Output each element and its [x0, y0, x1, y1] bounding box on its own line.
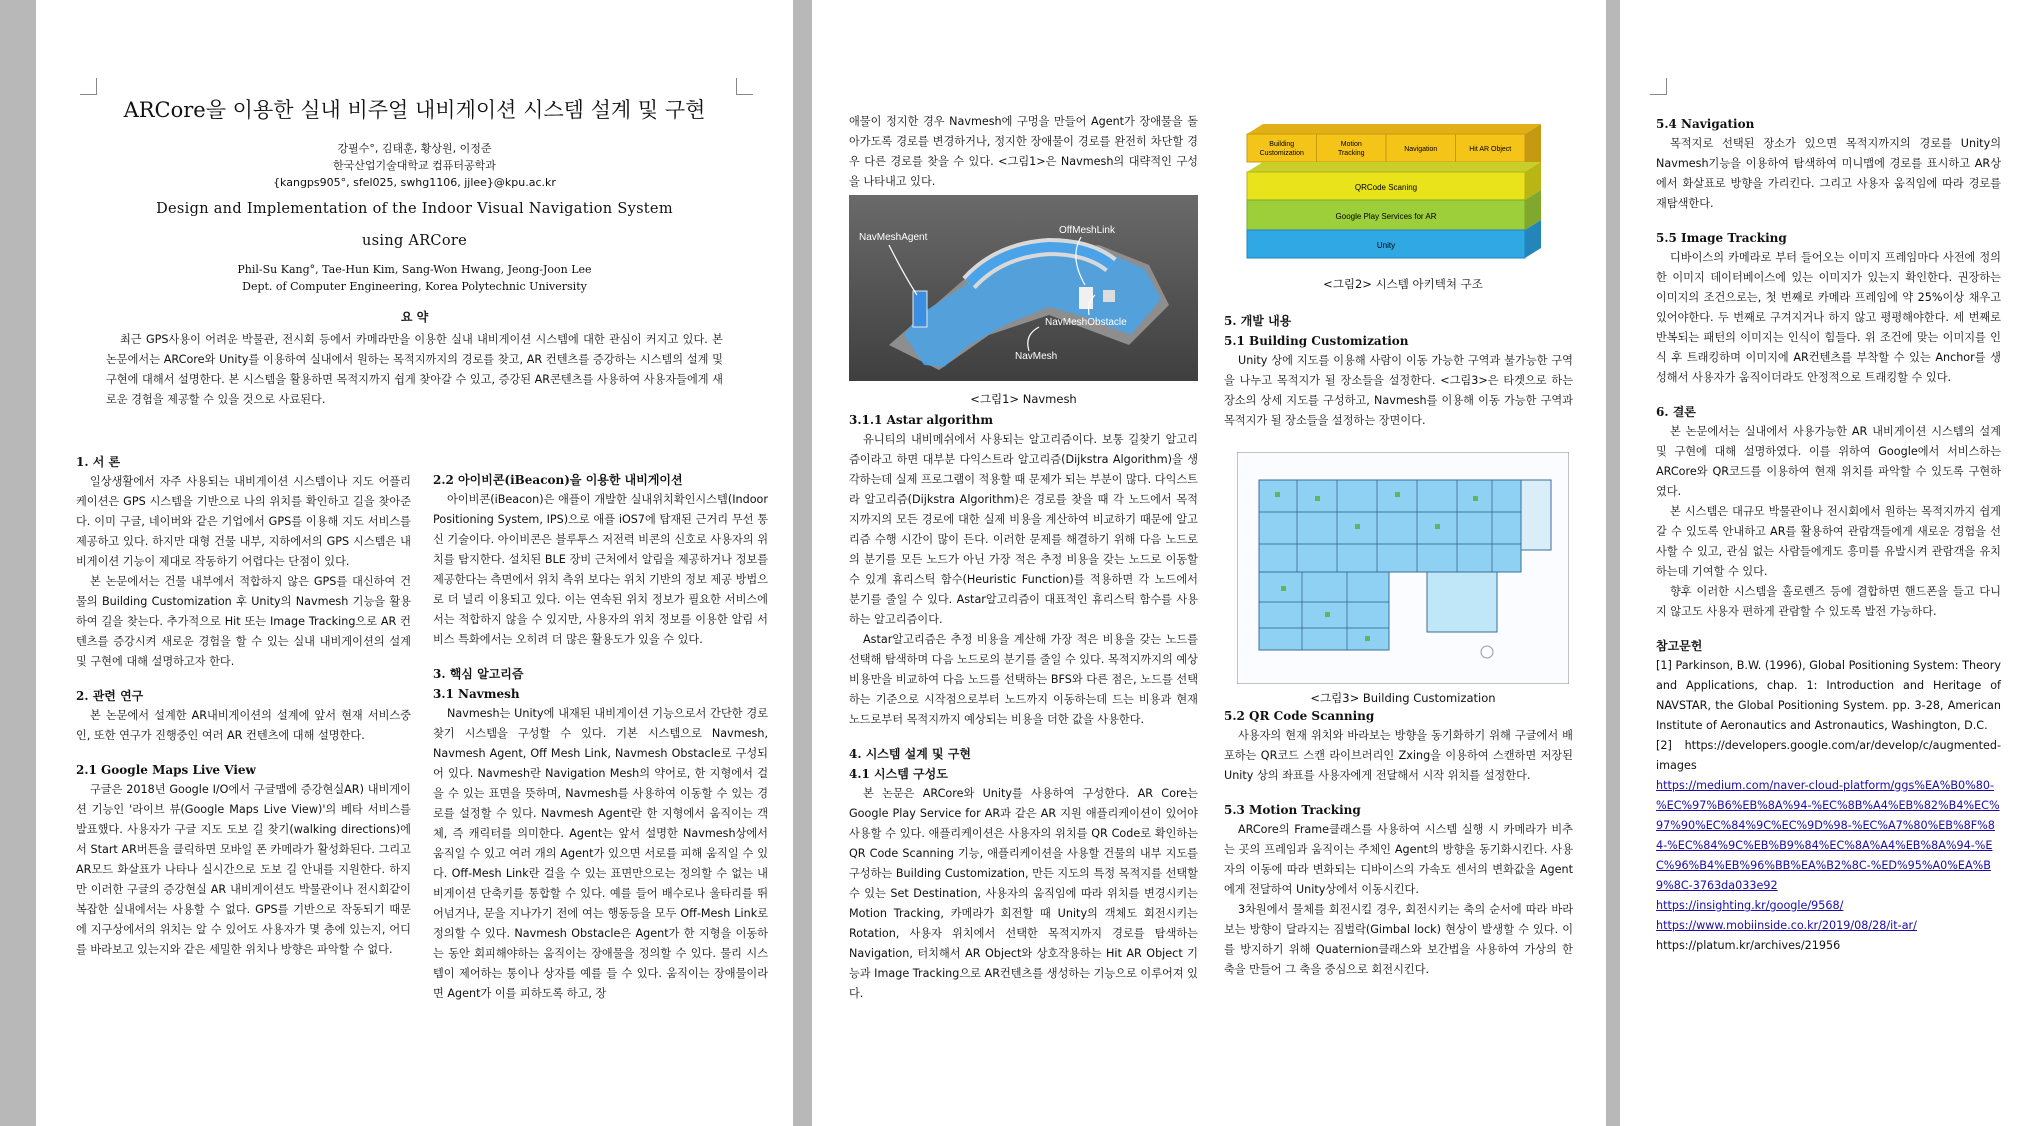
abstract-heading: 요 약: [400, 310, 429, 324]
affiliation-ko: 한국산업기술대학교 컴퓨터공학과: [333, 159, 496, 172]
abstract-text: 최근 GPS사용이 어려운 박물관, 전시회 등에서 카메라만을 이용한 실내 내비게이션 시스템에 대한 관심이 커지고 있다. 본 논문에서는 ARCore와 Unity를 이용하여 실내에서 원하는 목적지까지의 경로를 찾고, AR 컨텐츠를 증강하는 시스템의 설계 및 구현에 대해서 설명한다. 본 시스템을 활용하면 목적지까지 쉽게 찾아갈 수 있고, 증강된 AR콘텐츠를 사용하여 사용자들에게 새로운 경험을 제공할 수 있을 것으로 사료된다.: [106, 333, 723, 406]
paragraph: ARCore의 Frame클래스를 사용하여 시스템 실행 시 카메라가 비추는 곳의 프레임과 움직이는 주체인 Agent의 방향을 동기화시킨다. 사용자의 이동에 따라 변화되는 디바이스의 가속도 센서의 변화값을 Agent에게 전달하여 Unity상에서 이동시킨다.: [1224, 823, 1573, 896]
label-navmeshobstacle: NavMeshObstacle: [1045, 317, 1127, 328]
section-heading: 2.1 Google Maps Live View: [76, 763, 256, 777]
navmesh-illustration: [849, 195, 1198, 381]
paragraph: 애물이 정지한 경우 Navmesh에 구멍을 만들어 Agent가 장애물을 돌아가도록 경로를 변경하거나, 정지한 장애물이 경로를 완전히 차단할 경우 다른 경로를 찾을 수 있다. <그림1>은 Navmesh의 대략적인 구성을 나타내고 있다.: [849, 115, 1198, 188]
page2-right-bottom: [1224, 706, 1573, 980]
section-gap: [1656, 622, 2001, 636]
section-heading: 5.1 Building Customization: [1224, 334, 1409, 348]
arch-top-label: Motion Tracking: [1337, 141, 1365, 157]
section-heading: 6. 결론: [1656, 405, 1696, 419]
section-gap: [76, 672, 411, 686]
paragraph: Navmesh는 Unity에 내재된 내비게이션 기능으로서 간단한 경로 찾기 시스템을 구성할 수 있다. 기본 시스템으로 Navmesh, Navmesh Agent, Off Mesh Link, Navmesh Obstacle로 구성되어 있다. Navmesh란 Navigation Mesh의 약어로, 한 지형에서 걸을 수 있는 표면을 뜻하며, Navmesh를 사용하여 이동할 수 있는 경로를 설정할 수 있다. Navmesh Agent란 한 지형에서 움직이는 객체, 즉 캐릭터를 의미한다. Agent는 앞서 설명한 Navmesh상에서 움직일 수 있고 여러 개의 Agent가 있으면 서로를 피해 움직일 수 있다. Off-Mesh Link란 걸을 수 있는 표면만으로는 정의할 수 없는 내비게이션 단축키를 통합할 수 있다. 예를 들어 배수로나 울타리를 뛰어넘거나, 문을 지나가기 전에 여는 행동등을 모두 Off-Mesh Link로 정의할 수 있다. Navmesh Obstacle은 Agent가 한 지형을 이동하는 동안 회피해야하는 움직이는 장애물을 정의할 수 있다. 물리 시스템이 제어하는 통이나 상자를 예를 들 수 있다. 움직이는 장애물이라면 Agent가 이를 피하도록 하고, 장: [433, 707, 768, 1000]
section-gap: [1224, 786, 1573, 800]
reference-link[interactable]: https://www.mobiinside.co.kr/2019/08/28/it-ar/: [1656, 919, 1917, 932]
reference-item: [1] Parkinson, B.W. (1996), Global Positioning System: Theory and Applications, chap. 1: Introduction and Heritage of NAVSTAR, the Global Positioning System. pp. 3-28, American Institute of Aeronautics and Astronautics, Washington, D.C.: [1656, 659, 2001, 732]
page2-left-top: [849, 112, 1198, 192]
section-heading: 1. 서 론: [76, 455, 121, 469]
section-heading: 3.1 Navmesh: [433, 687, 520, 701]
section-heading: 3.1.1 Astar algorithm: [849, 413, 994, 427]
section-heading: 4.1 시스템 구성도: [849, 767, 948, 781]
section-gap: [849, 730, 1198, 744]
figure3-caption: <그림3> Building Customization: [1310, 691, 1496, 705]
figure-building: [1237, 452, 1569, 706]
page1-left-column: [76, 452, 411, 960]
arch-top-box: [1247, 134, 1317, 162]
section-heading: 5.5 Image Tracking: [1656, 231, 1787, 245]
paragraph: 구글은 2018년 Google I/O에서 구글맵에 증강현실AR) 내비게이션 기능인 '라이브 뷰(Google Maps Live View)'의 베타 서비스를 발표했다. 사용자가 구글 지도 도보 길 찾기(walking directions)에서 Start AR버튼을 클릭하면 모바일 폰 카메라가 활성화된다. 그리고 AR모드 화살표가 나타나 실시간으로 도보 길 안내를 지원한다. 하지만 이러한 구글의 증강현실 AR 내비게이션도 박물관이나 전시회같이 복잡한 실내에서는 사용할 수 없다. GPS를 기반으로 작동되기 때문에 지구상에서의 위치는 알 수 있어도 사용자가 몇 층에 있는지, 어디를 바라보고 있는지와 같은 세밀한 위치나 방향은 파악할 수 없다.: [76, 783, 411, 956]
figure1-caption: <그림1> Navmesh: [970, 392, 1077, 406]
crop-mark: [1650, 78, 1667, 95]
page2-left-bottom: [849, 410, 1198, 1004]
paragraph: 사용자의 현재 위치와 바라보는 방향을 동기화하기 위해 구글에서 배포하는 QR코드 스캔 라이브러리인 Zxing을 이용하여 스캔하면 저장된 Unity 상의 좌표를 사용자에게 전달해서 시작 위치를 설정한다.: [1224, 729, 1573, 782]
paragraph: 향후 이러한 시스템을 홀로렌즈 등에 결합하면 핸드폰을 들고 다니지 않고도 사용자 편하게 관람할 수 있도록 발전 가능하다.: [1656, 585, 2001, 618]
label-navmeshagent: NavMeshAgent: [859, 232, 928, 243]
section-heading: 참고문헌: [1656, 639, 1703, 653]
section-gap: [1656, 388, 2001, 402]
section-heading: 4. 시스템 설계 및 구현: [849, 747, 971, 761]
paragraph: 본 논문에서는 실내에서 사용가능한 AR 내비게이션 시스템의 설계 및 구현에 대해 설명하였다. 이를 위하여 Google에서 서비스하는 ARCore와 QR코드를 이용하여 현재 위치를 파악할 수 있도록 구현하였다.: [1656, 425, 2001, 498]
reference-item: https://platum.kr/archives/21956: [1656, 939, 1841, 952]
reference-link[interactable]: https://insighting.kr/google/9568/: [1656, 899, 1844, 912]
crop-mark: [736, 78, 753, 95]
page-3: [1620, 0, 2042, 1126]
page-2: [812, 0, 1606, 1126]
paragraph: 본 논문에서는 건물 내부에서 적합하지 않은 GPS를 대신하여 건물의 Building Customization 후 Unity의 Navmesh 기능을 활용하여 길을 찾는다. 추가적으로 Hit 또는 Image Tracking으로 AR 컨텐츠를 증강시켜 새로운 경험을 할 수 있는 실내 내비게이션의 설계 및 구현에 대해 설명하고자 한다.: [76, 575, 411, 668]
section-heading: 5.2 QR Code Scanning: [1224, 709, 1375, 723]
arch-top-label: Hit AR Object: [1469, 146, 1512, 153]
architecture-diagram: [1237, 120, 1569, 290]
layer-qrcode: QRCode Scaning: [1354, 183, 1418, 192]
section-heading: 5.3 Motion Tracking: [1224, 803, 1361, 817]
paragraph: 아이비콘(iBeacon)은 애플이 개발한 실내위치확인시스템(Indoor Positioning System, IPS)으로 애플 iOS7에 탑재된 근거리 무선 통신 기술이다. 아이비콘은 블루투스 저전력 비콘의 신호로 사용자의 위치를 탐지한다. 설치된 BLE 장비 근처에서 알림을 제공하거나 정보를 제공한다는 측면에서 위치 측위 보다는 위치 기반의 정보 제공 방법으로 더 널리 이용되고 있다. 이는 연속된 위치 정보가 필요한 서비스에서는 적합하지 않을 수 있지만, 사용자의 위치 정보를 이용한 알림 서비스 특화에서는 오히려 더 많은 활용도가 있을 수 있다.: [433, 493, 768, 646]
section-gap: [433, 650, 768, 664]
paper-title-ko: ARCore을 이용한 실내 비주얼 내비게이션 시스템 설계 및 구현: [123, 98, 706, 122]
section-gap: [76, 746, 411, 760]
paragraph: 목적지로 선택된 장소가 있으면 목적지까지의 경로를 Unity의 Navmesh기능을 이용하여 탐색하여 미니맵에 경로를 표시하고 AR상에서 화살표로 방향을 가리킨다. 그리고 사용자 움직임에 따라 경로를 재탐색한다.: [1656, 137, 2001, 210]
paragraph: 본 시스템은 대규모 박물관이나 전시회에서 원하는 목적지까지 쉽게 갈 수 있도록 안내하고 AR를 활용하여 관람객들에게 새로운 경험을 선사할 수 있고, 관심 없는 사람들에게도 흥미를 유발시켜 관람객을 유치하는데 기여할 수 있다.: [1656, 505, 2001, 578]
crop-mark: [80, 78, 97, 95]
section-heading: 5. 개발 내용: [1224, 314, 1292, 328]
arch-top-label: Navigation: [1404, 146, 1438, 153]
affiliation-en: Dept. of Computer Engineering, Korea Polytechnic University: [242, 280, 587, 293]
section-gap: [1656, 214, 2001, 228]
label-offmeshlink: OffMeshLink: [1059, 225, 1115, 236]
paragraph: 유니티의 내비메쉬에서 사용되는 알고리즘이다. 보통 길찾기 알고리즘이라고 하면 대부분 다익스트라 알고리즘(Dijkstra Algorithm)을 생각하는데 실제 프로그램이 적용할 때 문제가 되는 부분이 많다. 다익스트라 알고리즘(Dijkstra Algorithm)은 경로를 찾을 때 각 노드에서 목적지까지의 모든 경로에 대한 실제 비용을 계산하여 비교하기 때문에 알고리즘 수행 시간이 많이 든다. 이러한 문제를 해결하기 위해 다음 노드로의 분기를 모든 노드가 아닌 가장 적은 추정 비용을 갖는 노드로 이동할 수 있게 휴리스틱 함수(Heuristic Function)를 적용하면 각 노드에서 분기를 줄일 수 있다. Astar알고리즘이 대표적인 휴리스틱 함수를 사용하는 알고리즘이다.: [849, 433, 1198, 626]
page2-right-mid: [1224, 311, 1573, 431]
arch-top-box: [1317, 134, 1387, 162]
figure-navmesh: [849, 195, 1198, 407]
reference-link[interactable]: https://medium.com/naver-cloud-platform/ggs%EA%B0%80-%EC%97%B6%EB%8A%94-%EC%8B%A4%EB%82%B4%EC%97%90%EC%84%9C%EC%9D%98-%EC%A7%80%EB%8F%84-%EC%84%9C%EB%B9%84%EC%8A%A4%EB%8A%94-%EC%96%B4%EB%96%BB%EA%B2%8C-%ED%95%A0%EA%B9%8C-3763da033e92: [1656, 779, 2000, 892]
layer-google-play: Google Play Services for AR: [1335, 212, 1437, 221]
paragraph: 본 논문에서 설계한 AR내비게이션의 설계에 앞서 현재 서비스중인, 또한 연구가 진행중인 여러 AR 컨텐츠에 대해 설명한다.: [76, 709, 411, 742]
page3-column: [1656, 114, 2001, 956]
section-heading: 5.4 Navigation: [1656, 117, 1755, 131]
paragraph: Astar알고리즘은 추정 비용을 계산해 가장 적은 비용을 갖는 노드를 선택해 탐색하며 다음 노드로의 분기를 줄일 수 있다. 목적지까지의 예상 비용만을 비교하여 다음 노드를 선택하는 BFS와 다른 점은, 노드를 선택하는 기준으로 시작점으로부터 노드까지 이동하는데 드는 비용과 현재 노드로부터 목적지까지 예상되는 비용을 더한 값을 사용한다.: [849, 633, 1198, 726]
arch-top-label: Building Customization: [1259, 141, 1304, 157]
author-emails: {kangps905°, sfel025, swhg1106, jjlee}@kpu.ac.kr: [273, 176, 556, 189]
paragraph: 디바이스의 카메라로 부터 들어오는 이미지 프레임마다 사전에 정의한 이미지 데이터베이스에 있는 이미지가 있는지 확인한다. 권장하는 이미지의 조건으로는, 첫 번째로 카메라 프레임에 약 25%이상 채우고 있어야한다. 두 번째로 구겨지거나 하지 않고 평평해야한다. 세 번째로 반복되는 패턴의 이미지는 인식이 힘들다. 위 조건에 맞는 이미지를 인식 후 트래킹하며 이미지에 AR컨텐츠를 부착할 수 있는 Anchor를 생성해서 사용자가 움직이더라도 안정적으로 트래킹할 수 있다.: [1656, 251, 2001, 384]
figure2-caption: <그림2> 시스템 아키텍쳐 구조: [1323, 277, 1483, 291]
section-heading: 2.2 아이비콘(iBeacon)을 이용한 내비게이션: [433, 473, 683, 487]
paragraph: 본 논문은 ARCore와 Unity를 사용하여 구성한다. AR Core는 Google Play Service for AR과 같은 AR 지원 애플리케이션이 있어야 사용할 수 있다. 애플리케이션은 사용자의 위치를 QR Code로 확인하는 QR Code Scanning 기능, 애플리케이션을 사용할 건물의 내부 지도를 구성하는 Building Customization, 만든 지도의 특정 목적지를 선택할 수 있는 Set Destination, 사용자의 움직임에 따라 위치를 변경시키는 Motion Tracking, 카메라가 회전할 때 Unity의 객체도 회전시키는 Rotation, 사용자 위치에서 선택한 목적지까지 경로를 탐색하는 Navigation, 터치해서 AR Object와 상호작용하는 Hit AR Object 기능과 Image Tracking으로 AR컨텐츠를 생성하는 기능으로 이루어져 있다.: [849, 787, 1198, 1000]
figure-architecture: [1237, 120, 1569, 292]
paragraph: 일상생활에서 자주 사용되는 내비게이션 시스템이나 지도 어플리케이션은 GPS 시스템을 기반으로 나의 위치를 확인하고 길을 찾아준다. 이미 구글, 네이버와 같은 기업에서 GPS를 이용해 지도 서비스를 제공하고 있다. 하지만 대형 건물 내부, 지하에서의 GPS 시스템은 내비게이션 기능이 제대로 작동하기 어렵다는 단점이 있다.: [76, 475, 411, 568]
authors-ko: 강필수°, 김태훈, 황상원, 이정준: [337, 142, 492, 155]
reference-item: [2] https://developers.google.com/ar/develop/c/augmented-images: [1656, 739, 2001, 772]
paragraph: Unity 상에 지도를 이용해 사람이 이동 가능한 구역과 불가능한 구역을 나누고 목적지가 될 장소들을 설정한다. <그림3>은 타겟으로 하는 장소의 상세 지도를 구성하고, Navmesh를 이용해 이동 가능한 구역과 목적지가 될 장소들을 설정하는 장면이다.: [1224, 354, 1573, 427]
section-heading: 2. 관련 연구: [76, 689, 144, 703]
label-navmesh: NavMesh: [1015, 351, 1058, 362]
layer-unity: Unity: [1376, 241, 1396, 250]
paper-title-en-line1: Design and Implementation of the Indoor Visual Navigation System: [156, 201, 673, 217]
page1-right-column: [433, 470, 768, 1004]
paragraph: 3차원에서 물체를 회전시킬 경우, 회전시키는 축의 순서에 따라 바라보는 방향이 달라지는 짐벌락(Gimbal lock) 현상이 발생할 수 있다. 이를 방지하기 위해 Quaternion클래스와 보간법을 사용하여 가상의 한 축을 만들어 그 축을 중심으로 회전시킨다.: [1224, 903, 1573, 976]
floor-plan-illustration: [1237, 452, 1569, 684]
section-heading: 3. 핵심 알고리즘: [433, 667, 524, 681]
page-1: [36, 0, 793, 1126]
paper-title-en-line2: using ARCore: [362, 233, 467, 249]
authors-en: Phil-Su Kang°, Tae-Hun Kim, Sang-Won Hwang, Jeong-Joon Lee: [237, 263, 592, 276]
